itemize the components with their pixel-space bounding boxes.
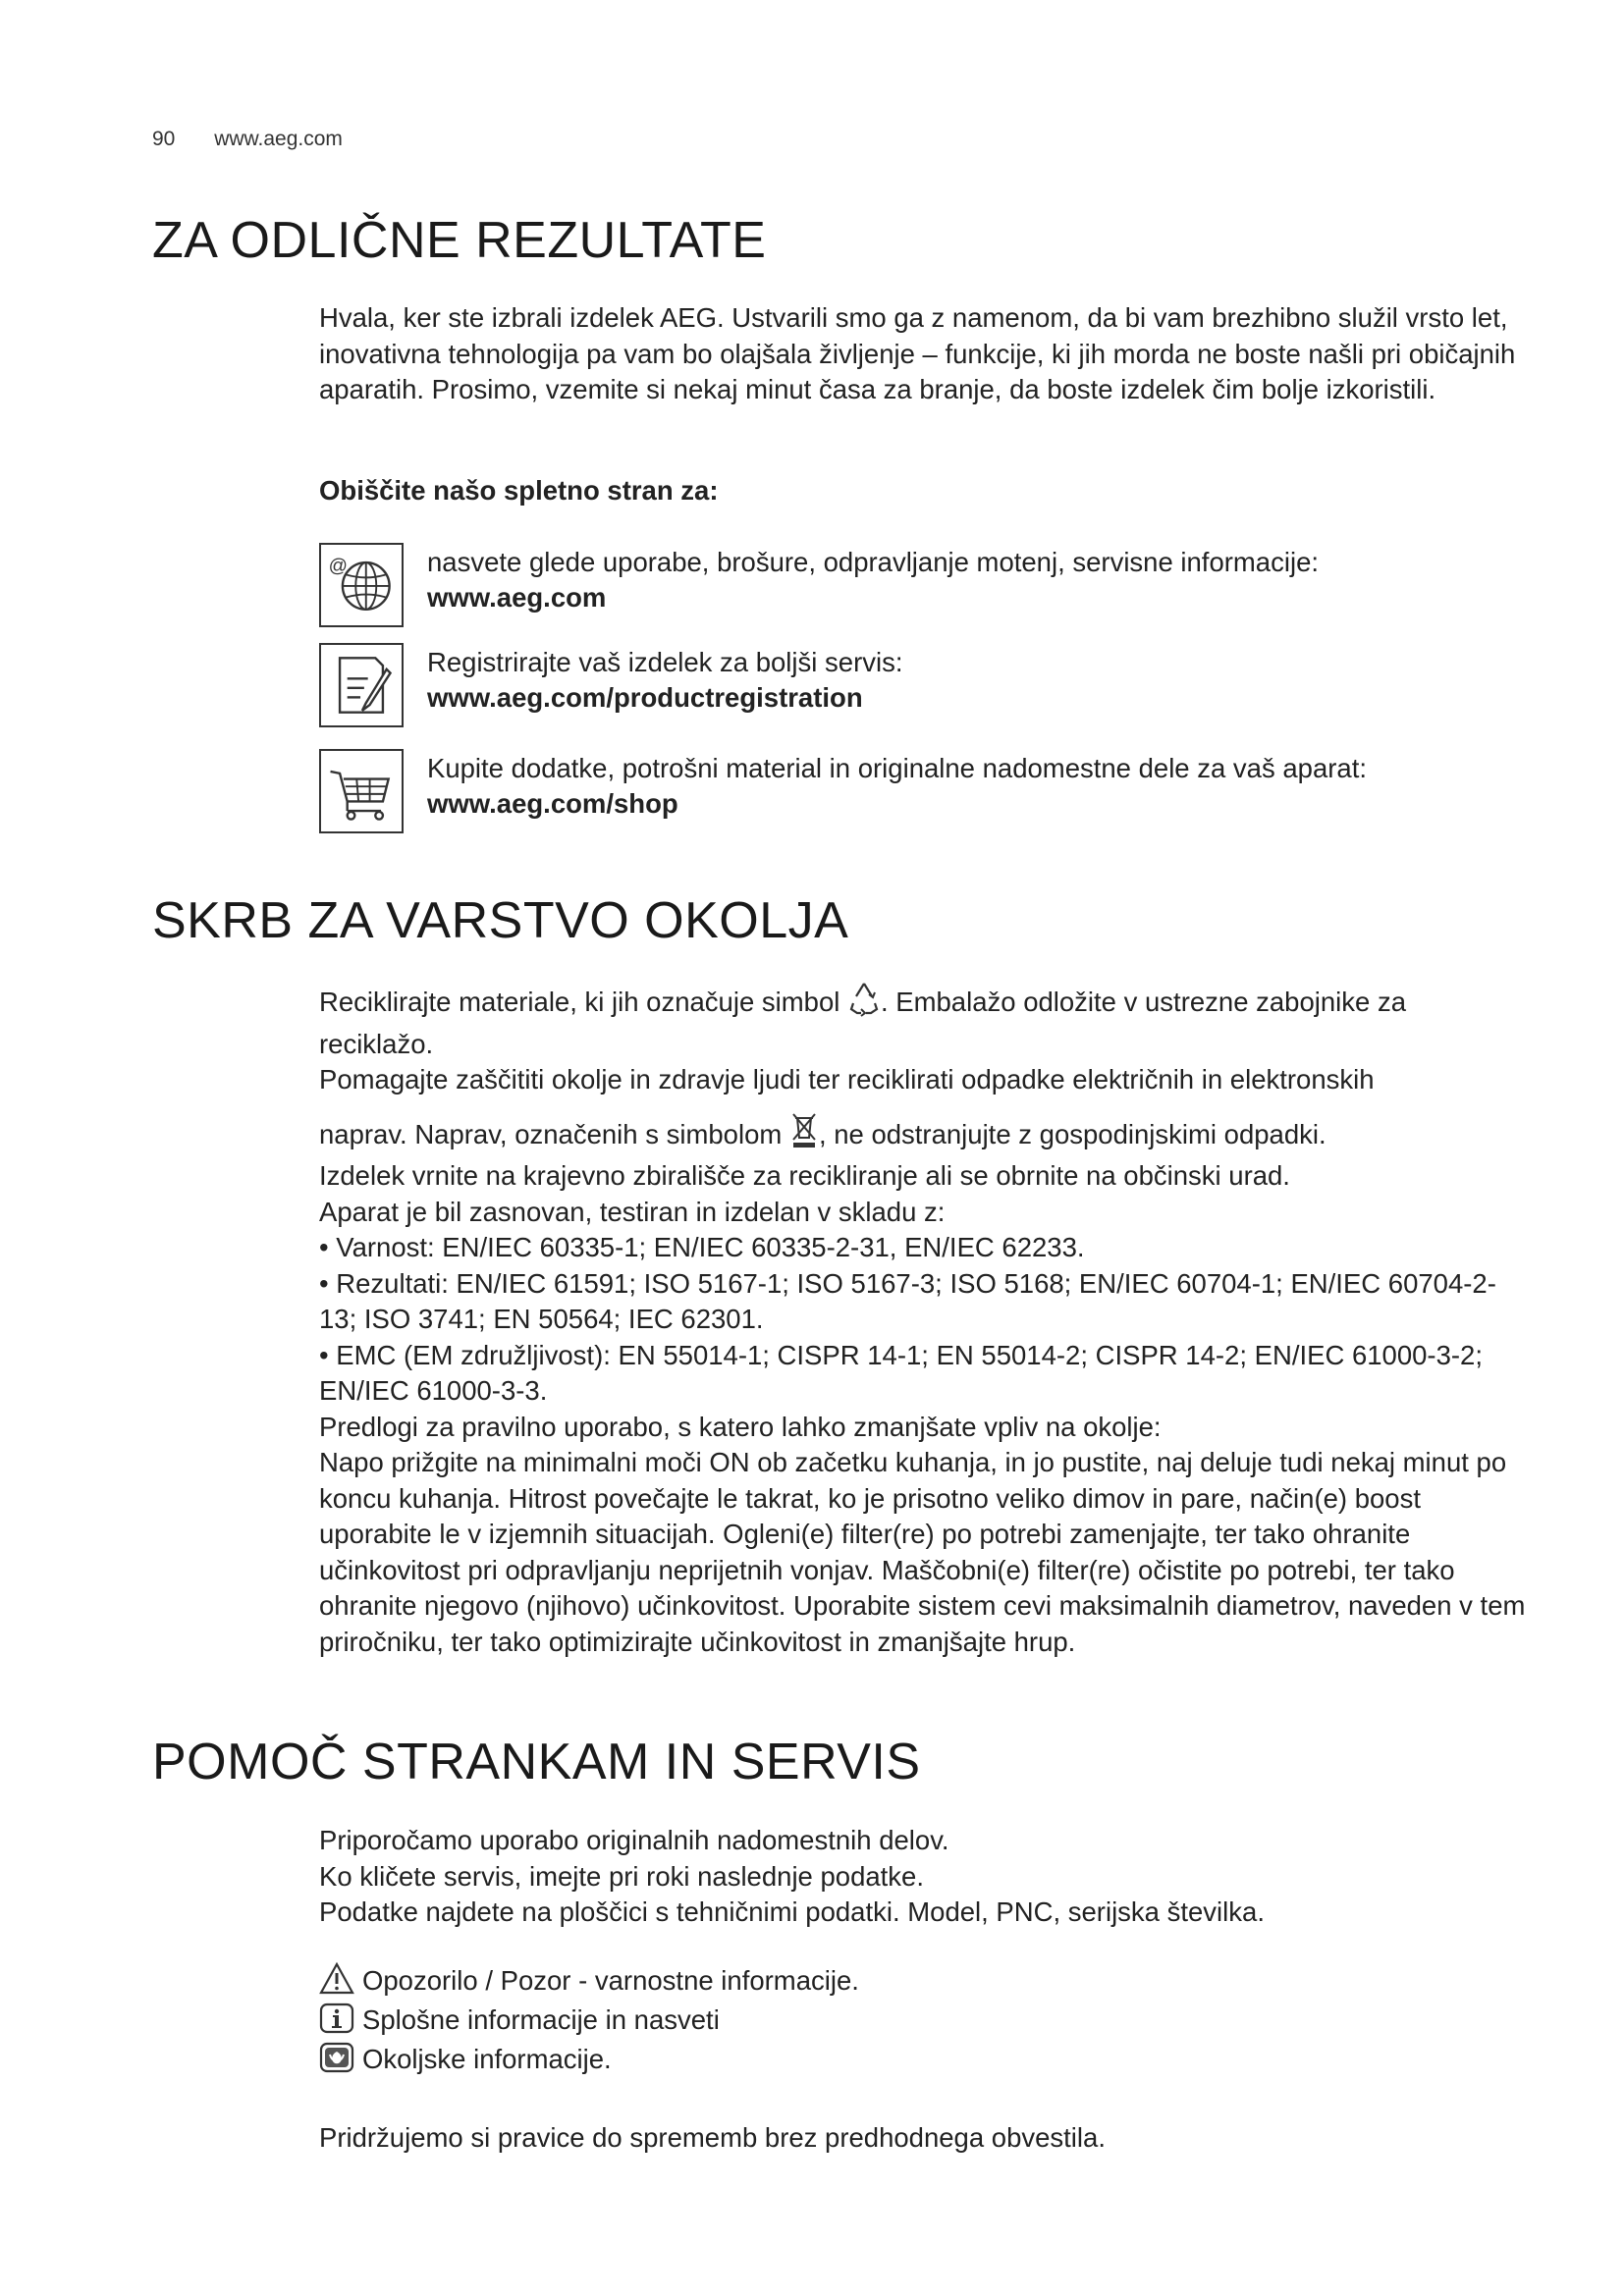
service-line-1: Priporočamo uporabo originalnih nadomestnih delov. bbox=[319, 1825, 949, 1855]
usage-tips-text: Napo prižgite na minimalni moči ON ob začetku kuhanja, in jo pustite, naj deluje tudi nekaj minut po koncu kuhanja. Hitrost povečajte le takrat, ko je prisotno veliko dimov in pare, način(e) boost uporabite le v izjemnih situacijah. Ogleni(e) filter(re) po potrebi zamenjajte, ter tako ohranite učinkovitost pri odpravljanju neprijetnih vonjav. Maščobni(e) filter(re) očistite po potrebi, ter tako ohranite njegovo (njihovo) učinkovitost. Uporabite sistem cevi maksimalnih diametrov, naveden v tem priročniku, ter tako optimizirajte učinkovitost in zmanjšajte hrup. bbox=[319, 1447, 1526, 1657]
performance-standards: • Rezultati: EN/IEC 61591; ISO 5167-1; ISO 5167-3; ISO 5168; EN/IEC 60704-1; EN/IEC 60704-2-13; ISO 3741; EN 50564; IEC 62301. bbox=[319, 1267, 1496, 1334]
recycle-icon bbox=[847, 980, 881, 1027]
registration-form-icon bbox=[319, 643, 404, 727]
info-icon bbox=[319, 2001, 354, 2036]
weee-text-end: , ne odstranjujte z gospodinjskimi odpadki. bbox=[818, 1118, 1326, 1149]
page-header bbox=[152, 128, 343, 151]
intro-text: Hvala, ker ste izbrali izdelek AEG. Ustvarili smo ga z namenom, da bi vam brezhibno služil vrsto let, inovativna tehnologija pa vam bo olajšala življenje – funkcije, ki jih morda ne boste našli pri običajnih aparatih. Prosimo, vzemite si nekaj minut časa za branje, da boste izdelek čim bolje izkoristili. bbox=[319, 302, 1516, 404]
compliance-intro: Aparat je bil zasnovan, testiran in izdelan v skladu z: bbox=[319, 1196, 946, 1227]
visit-label: Obiščite našo spletno stran za: bbox=[319, 475, 719, 506]
svg-text:@: @ bbox=[328, 556, 348, 577]
disclaimer: Pridržujemo si pravice do sprememb brez predhodnega obvestila. bbox=[319, 2122, 1106, 2153]
page-number: 90 bbox=[152, 128, 176, 150]
weee-line-1: Pomagajte zaščititi okolje in zdravje ljudi ter reciklirati odpadke električnih in elektronskih bbox=[319, 1064, 1375, 1095]
service-text bbox=[319, 1823, 1527, 1931]
link-description: Registrirajte vaš izdelek za boljši servis: bbox=[427, 647, 903, 677]
safety-standards: • Varnost: EN/IEC 60335-1; EN/IEC 60335-2-31, EN/IEC 62233. bbox=[319, 1232, 1085, 1262]
warning-triangle-icon bbox=[319, 1961, 354, 1997]
legend-warning-text: Opozorilo / Pozor - varnostne informacije. bbox=[362, 1965, 859, 1996]
recycle-text-start: Reciklirajte materiale, ki jih označuje simbol bbox=[319, 987, 840, 1017]
legend-environment-text: Okoljske informacije. bbox=[362, 2044, 612, 2074]
legend-info-text: Splošne informacije in nasveti bbox=[362, 2004, 720, 2035]
environment-text bbox=[319, 980, 1527, 1660]
environment-icon bbox=[319, 2040, 354, 2075]
legend-info bbox=[319, 2001, 720, 2038]
link-row-shop bbox=[319, 749, 1546, 839]
link-url-shop[interactable]: www.aeg.com/shop bbox=[427, 788, 678, 819]
web-globe-icon bbox=[319, 543, 404, 627]
section-title-results: ZA ODLIČNE REZULTATE bbox=[152, 212, 767, 269]
recycle-text-end: . Embalažo odložite v ustrezne zabojnike za reciklažo. bbox=[319, 987, 1406, 1059]
link-row-registration bbox=[319, 643, 1546, 733]
link-description: Kupite dodatke, potrošni material in originalne nadomestne dele za vaš aparat: bbox=[427, 753, 1367, 783]
crossed-bin-icon bbox=[789, 1110, 819, 1159]
recycle-paragraph bbox=[319, 980, 1527, 1062]
link-url-aeg[interactable]: www.aeg.com bbox=[427, 582, 607, 613]
intro-paragraph bbox=[319, 300, 1527, 408]
service-line-3: Podatke najdete na ploščici s tehničnimi podatki. Model, PNC, serijska številka. bbox=[319, 1896, 1265, 1927]
emc-standards: • EMC (EM združljivost): EN 55014-1; CISPR 14-1; EN 55014-2; CISPR 14-2; EN/IEC 61000-3-2; EN/IEC 61000-3-3. bbox=[319, 1339, 1483, 1406]
legend-environment bbox=[319, 2040, 612, 2077]
header-site: www.aeg.com bbox=[214, 128, 343, 150]
shopping-cart-icon bbox=[319, 749, 404, 833]
link-row-info bbox=[319, 543, 1546, 633]
link-description: nasvete glede uporabe, brošure, odpravljanje motenj, servisne informacije: bbox=[427, 547, 1320, 577]
link-url-registration[interactable]: www.aeg.com/productregistration bbox=[427, 682, 863, 713]
section-title-environment: SKRB ZA VARSTVO OKOLJA bbox=[152, 892, 849, 949]
legend-warning bbox=[319, 1961, 859, 1999]
section-title-service: POMOČ STRANKAM IN SERVIS bbox=[152, 1734, 921, 1790]
return-line: Izdelek vrnite na krajevno zbirališče za recikliranje ali se obrnite na občinski urad. bbox=[319, 1160, 1290, 1191]
usage-tips-title: Predlogi za pravilno uporabo, s katero lahko zmanjšate vpliv na okolje: bbox=[319, 1411, 1162, 1442]
weee-text-start: naprav. Naprav, označenih s simbolom bbox=[319, 1118, 783, 1149]
weee-paragraph bbox=[319, 1110, 1527, 1159]
service-line-2: Ko kličete servis, imejte pri roki naslednje podatke. bbox=[319, 1860, 924, 1892]
